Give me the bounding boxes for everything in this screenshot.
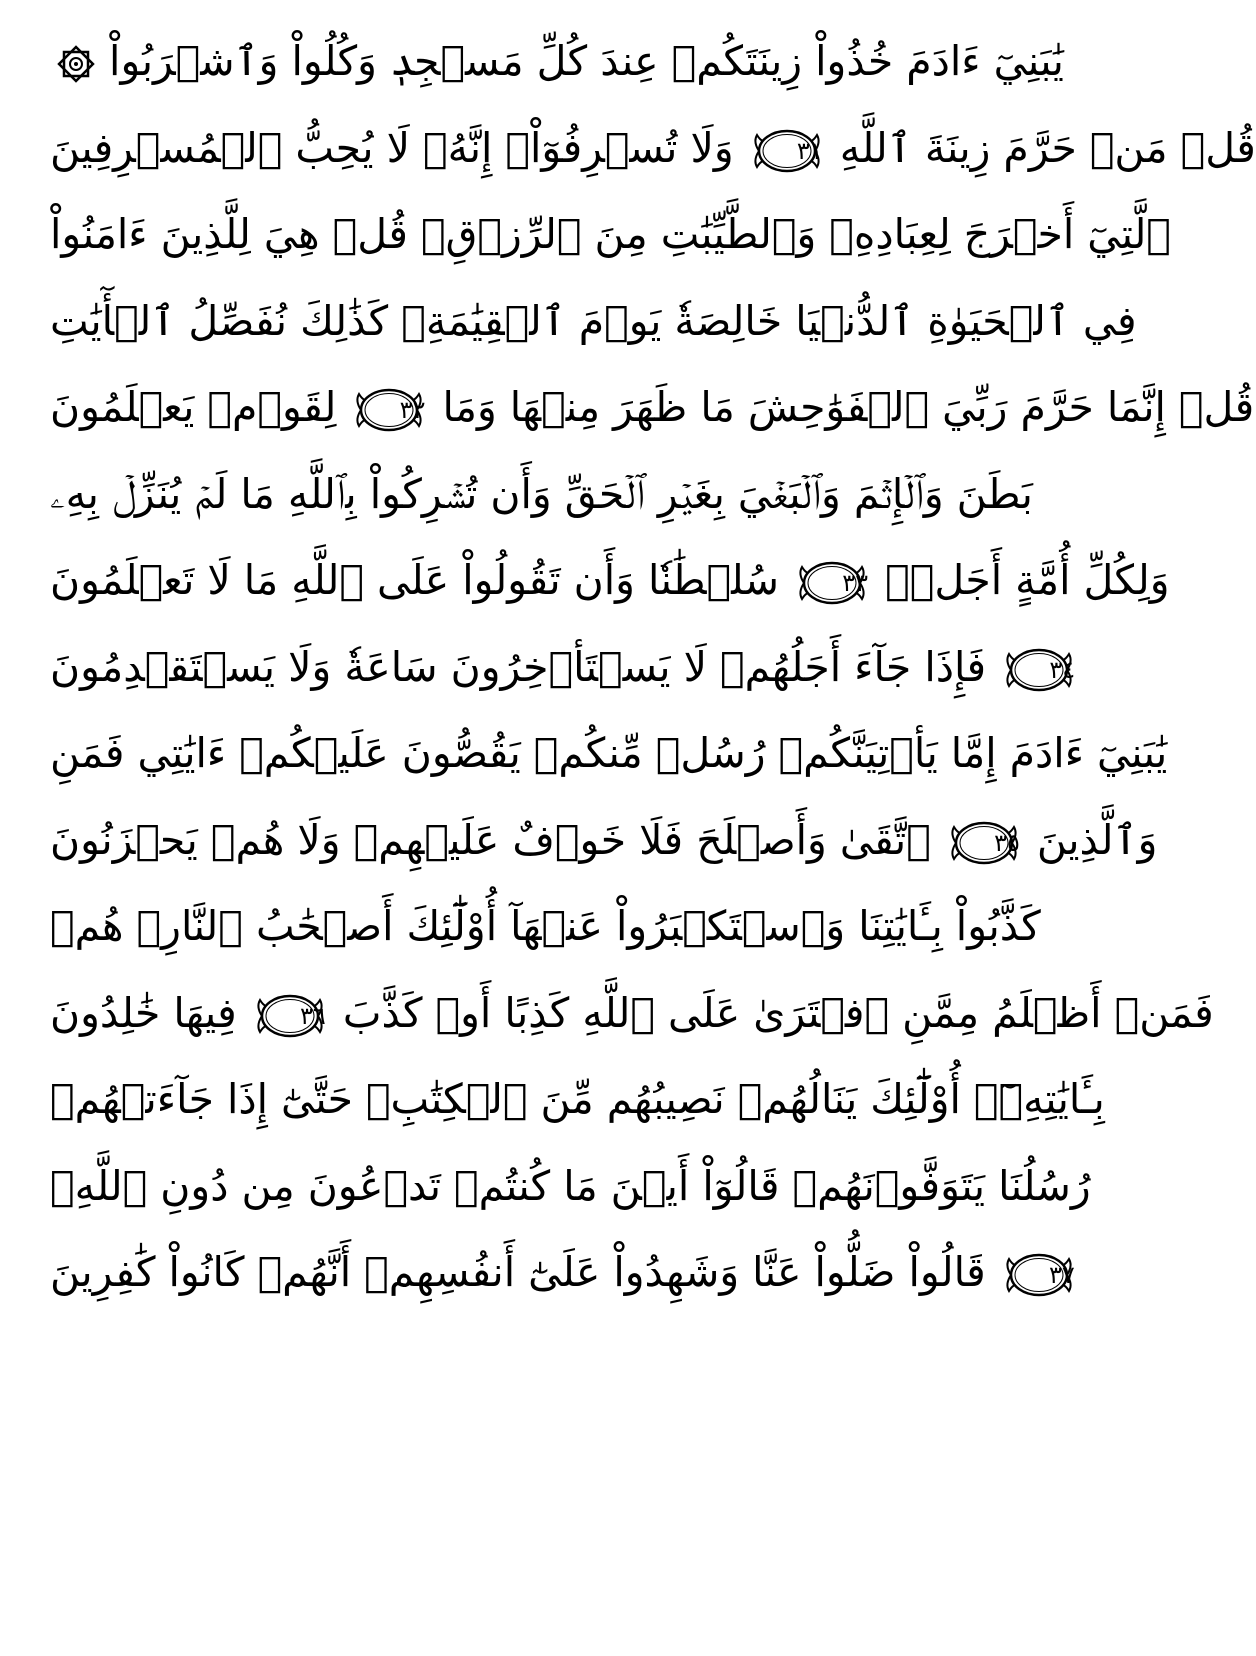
verse-text: رُسُلُنَا يَتَوَفَّوۡنَهُمۡ قَالُوٓاْ أَيۡنَ مَا كُنتُمۡ تَدۡعُونَ مِن دُونِ ٱللَّهِۖ xyxy=(50,1161,1091,1210)
ayah-number-marker xyxy=(1003,646,1075,694)
verse-text: بِـَٔايَٰتِهِۦٓۚ أُوْلَٰٓئِكَ يَنَالُهُمۡ نَصِيبُهُم مِّنَ ٱلۡكِتَٰبِۖ حَتَّىٰٓ إِذَا جَآءَتۡهُمۡ xyxy=(50,1075,1105,1123)
verse-text: لِقَوۡمٖ يَعۡلَمُونَ xyxy=(50,383,337,431)
ayah-number-marker xyxy=(1003,1251,1075,1299)
verse-text: يَٰبَنِيٓ ءَادَمَ خُذُواْ زِينَتَكُمۡ عِندَ كُلِّ مَسۡجِدٖ وَكُلُواْ وَٱشۡرَبُواْ xyxy=(109,37,1064,85)
verse-text: وَٱلَّذِينَ xyxy=(1036,815,1158,864)
ayah-number-marker xyxy=(353,386,425,434)
ayah-number: ٣٦ xyxy=(300,1001,326,1030)
text-line xyxy=(50,537,1170,624)
text-line xyxy=(50,1056,1105,1143)
ayah-number-marker xyxy=(796,559,868,607)
verse-text: سُلۡطَٰنٗا وَأَن تَقُولُواْ عَلَى ٱللَّهِ مَا لَا تَعۡلَمُونَ xyxy=(50,556,780,604)
verse-text: وَلَا تُسۡرِفُوٓاْۚ إِنَّهُۥ لَا يُحِبُّ ٱلۡمُسۡرِفِينَ xyxy=(50,123,734,172)
verse-text: يَٰبَنِيٓ ءَادَمَ إِمَّا يَأۡتِيَنَّكُمۡ رُسُلٞ مِّنكُمۡ يَقُصُّونَ عَلَيۡكُمۡ ءَايَٰتِي فَمَنِ xyxy=(50,729,1168,777)
verse-text: فِيهَا خَٰلِدُونَ xyxy=(50,988,237,1037)
verse-text: ٱتَّقَىٰ وَأَصۡلَحَ فَلَا خَوۡفٌ عَلَيۡهِمۡ وَلَا هُمۡ يَحۡزَنُونَ xyxy=(50,815,931,864)
verse-text: فَمَنۡ أَظۡلَمُ مِمَّنِ ٱفۡتَرَىٰ عَلَى ٱللَّهِ كَذِبًا أَوۡ كَذَّبَ xyxy=(342,988,1214,1037)
text-line xyxy=(50,970,1214,1057)
ayah-number-marker xyxy=(254,992,326,1040)
verse-text: ٱلَّتِيٓ أَخۡرَجَ لِعِبَادِهِۦ وَٱلطَّيِّبَٰتِ مِنَ ٱلرِّزۡقِۚ قُلۡ هِيَ لِلَّذِينَ ءَامَنُواْ xyxy=(50,210,1171,258)
text-line xyxy=(50,1229,1075,1316)
text-line xyxy=(50,1143,1091,1230)
verse-text: قُلۡ إِنَّمَا حَرَّمَ رَبِّيَ ٱلۡفَوَٰحِشَ مَا ظَهَرَ مِنۡهَا وَمَا xyxy=(442,383,1255,431)
text-line xyxy=(50,797,1158,884)
verse-text: بَطَنَ وَٱلۡإِثۡمَ وَٱلۡبَغۡيَ بِغَيۡرِ ٱلۡحَقِّ وَأَن تُشۡرِكُواْ بِٱللَّهِ مَا لَمۡ يُنَزِّلۡ بِهِۦ xyxy=(50,469,1033,518)
text-line xyxy=(50,451,1033,538)
text-line xyxy=(50,624,1076,711)
ayah-number: ٣٢ xyxy=(399,396,426,424)
text-line xyxy=(50,278,1137,365)
verse-text: قَالُواْ ضَلُّواْ عَنَّا وَشَهِدُواْ عَلَىٰٓ أَنفُسِهِمۡ أَنَّهُمۡ كَانُواْ كَٰفِرِينَ xyxy=(50,1248,986,1296)
ayah-number-marker xyxy=(751,127,823,175)
text-line xyxy=(50,18,1064,105)
text-line xyxy=(50,105,1256,192)
text-line xyxy=(50,710,1168,797)
ayah-number-marker xyxy=(948,819,1020,867)
verse-text: وَلِكُلِّ أُمَّةٍ أَجَلٞۖ xyxy=(885,556,1170,604)
verse-text: قُلۡ مَنۡ حَرَّمَ زِينَةَ ٱللَّهِ xyxy=(839,123,1256,172)
ayah-number: ٣٤ xyxy=(1049,655,1076,684)
verse-text: فَإِذَا جَآءَ أَجَلُهُمۡ لَا يَسۡتَأۡخِرُونَ سَاعَةٗ وَلَا يَسۡتَقۡدِمُونَ xyxy=(50,642,987,691)
text-line xyxy=(50,191,1171,278)
ayah-number: ٣٧ xyxy=(1048,1261,1075,1289)
ayah-number: ٣٥ xyxy=(994,828,1020,857)
verse-text: فِي ٱلۡحَيَوٰةِ ٱلدُّنۡيَا خَالِصَةٗ يَوۡمَ ٱلۡقِيَٰمَةِۗ كَذَٰلِكَ نُفَصِّلُ ٱلۡأٓيَٰتِ xyxy=(50,296,1137,345)
rub-el-hizb-icon xyxy=(56,44,96,84)
verse-text: كَذَّبُواْ بِـَٔايَٰتِنَا وَٱسۡتَكۡبَرُواْ عَنۡهَآ أُوْلَٰٓئِكَ أَصۡحَٰبُ ٱلنَّارِۖ هُمۡ xyxy=(50,902,1041,950)
text-line xyxy=(50,883,1041,970)
text-line xyxy=(50,364,1255,451)
ayah-number: ٣١ xyxy=(796,136,823,165)
ayah-number: ٣٣ xyxy=(842,569,869,597)
